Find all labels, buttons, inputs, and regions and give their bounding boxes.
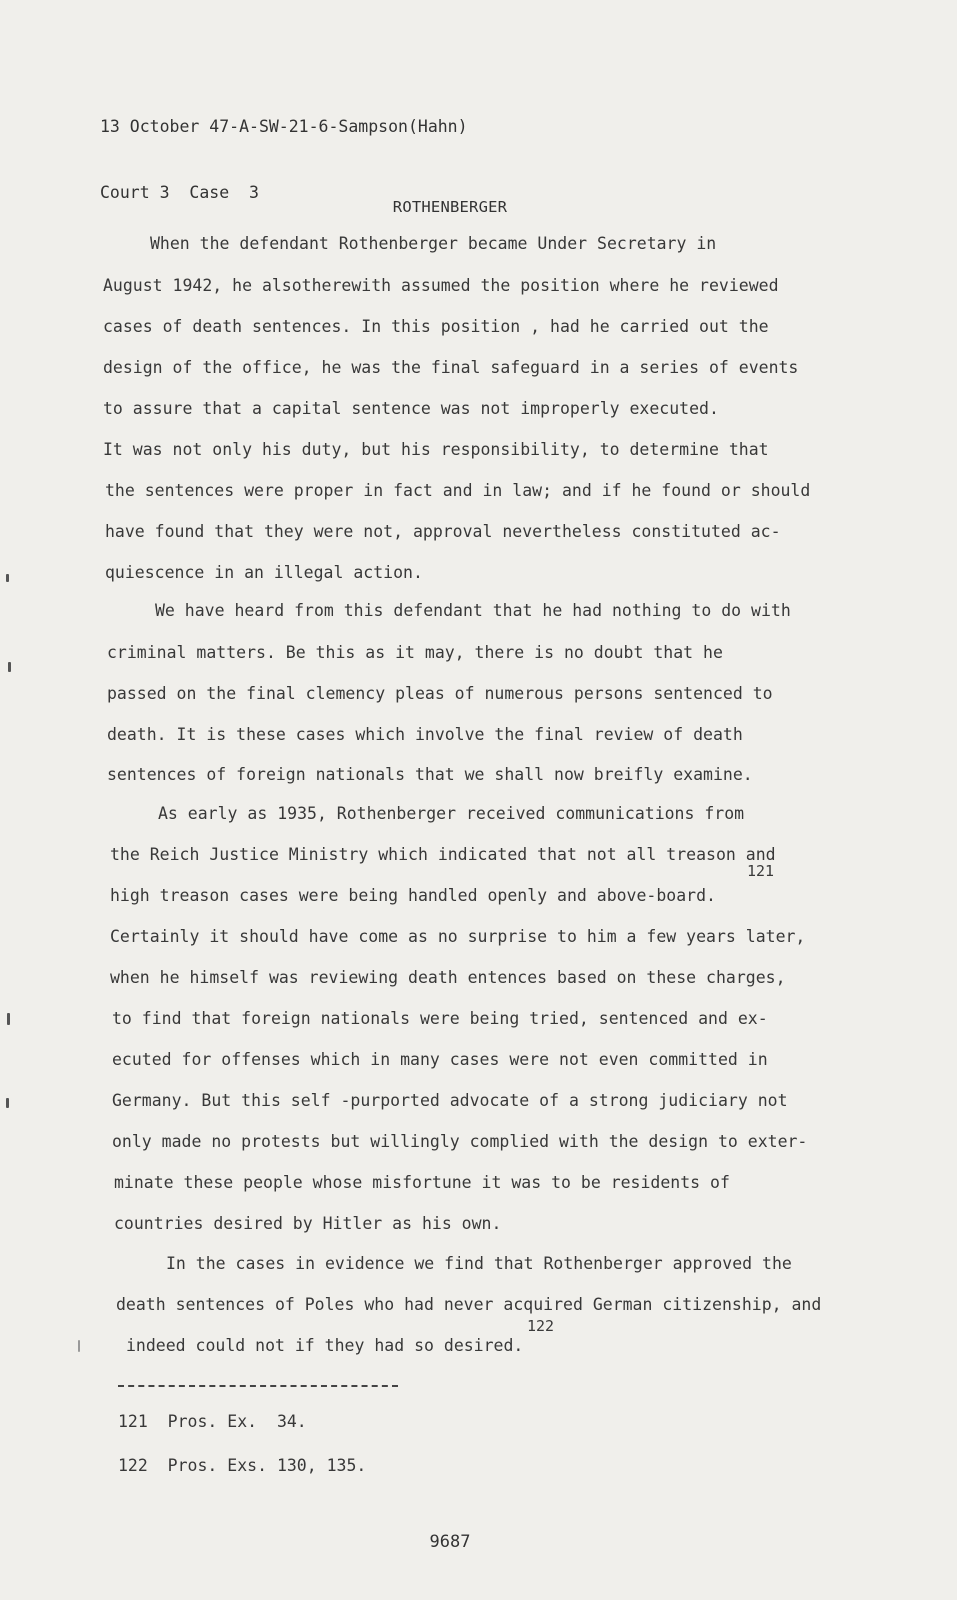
body-line: to assure that a capital sentence was not improperly executed. [103,399,719,418]
footnote-ref-121: 121 [747,862,775,880]
body-line: quiescence in an illegal action. [105,563,423,582]
section-title: ROTHENBERGER [392,198,508,216]
body-line: when he himself was reviewing death entences based on these charges, [110,968,786,987]
body-line: the Reich Justice Ministry which indicated that not all treason and [110,845,776,864]
body-line: criminal matters. Be this as it may, there is no doubt that he [107,643,723,662]
body-line: have found that they were not, approval nevertheless constituted ac- [105,522,781,541]
body-line: Germany. But this self -purported advocate of a strong judiciary not [112,1091,788,1110]
body-line: In the cases in evidence we find that Rothenberger approved the [166,1254,792,1273]
body-line: sentences of foreign nationals that we shall now breifly examine. [107,765,753,784]
margin-mark [78,1340,80,1352]
body-line: cases of death sentences. In this position , had he carried out the [103,317,769,336]
body-line: indeed could not if they had so desired. [126,1336,524,1355]
margin-mark [8,662,11,672]
body-line: When the defendant Rothenberger became Under Secretary in [150,234,717,253]
body-line: August 1942, he alsotherewith assumed the position where he reviewed [103,276,779,295]
body-line: Certainly it should have come as no surprise to him a few years later, [110,927,806,946]
margin-mark [7,1013,10,1025]
body-line: We have heard from this defendant that he had nothing to do with [155,601,791,620]
body-line: only made no protests but willingly complied with the design to exter- [112,1132,808,1151]
body-line: It was not only his duty, but his responsibility, to determine that [103,440,769,459]
header-line-court-case: Court 3 Case 3 [100,183,259,202]
body-line: high treason cases were being handled openly and above-board. [110,886,716,905]
body-line: As early as 1935, Rothenberger received communications from [158,804,745,823]
document-header [100,72,468,248]
body-line: the sentences were proper in fact and in law; and if he found or should [105,481,811,500]
body-line: passed on the final clemency pleas of numerous persons sentenced to [107,684,773,703]
body-line: to find that foreign nationals were being tried, sentenced and ex- [112,1009,768,1028]
header-line-date-reference: 13 October 47-A-SW-21-6-Sampson(Hahn) [100,117,468,136]
footnote-separator [118,1385,398,1387]
body-line: minate these people whose misfortune it was to be residents of [114,1173,730,1192]
body-line: death. It is these cases which involve the final review of death [107,725,743,744]
margin-mark [6,1098,9,1108]
body-line: countries desired by Hitler as his own. [114,1214,502,1233]
footnote-ref-122: 122 [527,1317,555,1335]
page-number: 9687 [429,1532,471,1552]
body-line: death sentences of Poles who had never acquired German citizenship, and [116,1295,822,1314]
footnote-121: 121 Pros. Ex. 34. [118,1412,307,1431]
body-line: ecuted for offenses which in many cases were not even committed in [112,1050,768,1069]
body-line: design of the office, he was the final safeguard in a series of events [103,358,799,377]
margin-mark [6,574,9,582]
footnote-122: 122 Pros. Exs. 130, 135. [118,1456,367,1475]
